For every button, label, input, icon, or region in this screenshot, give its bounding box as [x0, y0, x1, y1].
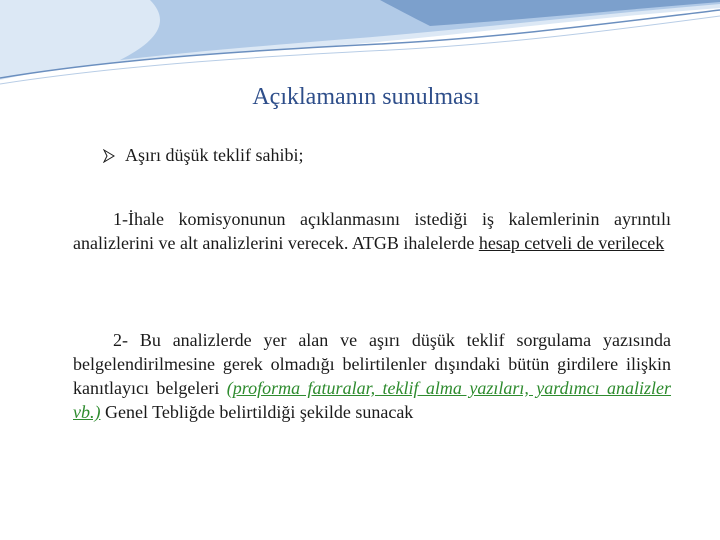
- paragraph-2-text-after: Genel Tebliğde belirtildiği şekilde sunacak: [100, 402, 414, 422]
- paragraph-1-underlined: hesap cetveli de verilecek: [478, 233, 665, 253]
- paragraph-1: [73, 207, 671, 255]
- paragraph-2-highlight: (proforma faturalar, teklif alma yazıları, yardımcı analizler vb.): [73, 378, 672, 422]
- paragraph-2: [73, 328, 671, 424]
- paragraph-2-text: 2- Bu analizlerde yer alan ve aşırı düşük teklif sorgulama yazısında belgelendirilmesine gerek olmadığı belirtilenler dışındaki bütün girdilere ilişkin kanıtlayıcı belgeleri: [73, 330, 671, 398]
- header-wave-decoration: [0, 0, 720, 90]
- bullet-text: Aşırı düşük teklif sahibi;: [125, 145, 304, 165]
- bullet-item: [103, 145, 304, 166]
- paragraph-1-text: 1-İhale komisyonunun açıklanmasını istediği iş kalemlerinin ayrıntılı analizlerini ve alt analizlerini verecek. ATGB ihalelerde: [73, 209, 671, 253]
- slide-title: Açıklamanın sunulması: [252, 84, 480, 110]
- arrow-bullet-icon: [103, 149, 115, 163]
